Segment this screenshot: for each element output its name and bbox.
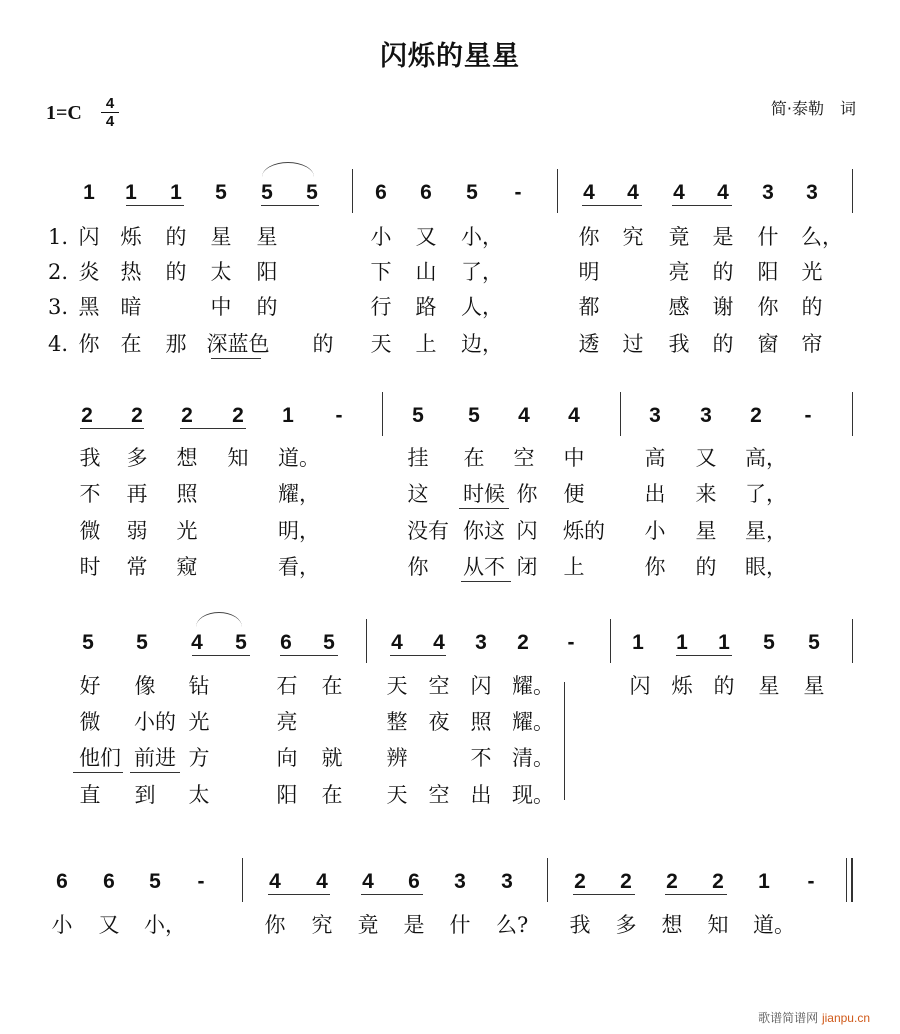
- bar-line: [852, 619, 853, 663]
- lyric: 微: [79, 710, 101, 734]
- note: 3: [454, 870, 466, 893]
- note: 2: [181, 404, 193, 427]
- lyric: 小的: [134, 710, 176, 734]
- melisma-underline: [459, 508, 509, 509]
- key-signature: 1=C: [46, 102, 82, 124]
- lyric: 天: [386, 674, 408, 698]
- bar-line: [547, 858, 548, 902]
- lyric: 感: [668, 295, 690, 319]
- lyric: 像: [134, 674, 156, 698]
- bar-line: [382, 392, 383, 436]
- lyric: 你: [78, 332, 100, 356]
- lyric: 来: [695, 482, 717, 506]
- lyric: 烁: [120, 225, 142, 249]
- lyric: 人，: [461, 295, 503, 319]
- note: 2: [712, 870, 724, 893]
- verse-number: 3.: [48, 295, 69, 319]
- note-dash: -: [514, 181, 522, 204]
- note: 4: [362, 870, 374, 893]
- song-title: 闪烁的星星: [380, 41, 520, 72]
- lyric: 帘: [801, 332, 823, 356]
- lyric: 多: [126, 446, 148, 470]
- note: 1: [170, 181, 182, 204]
- beam: [665, 894, 727, 895]
- lyric: 便: [563, 482, 585, 506]
- note: 2: [574, 870, 586, 893]
- lyric: 的: [695, 555, 717, 579]
- note: 5: [468, 404, 480, 427]
- lyric: 么?: [496, 913, 529, 937]
- lyric: 下: [370, 260, 392, 284]
- note: 4: [717, 181, 729, 204]
- note: 3: [700, 404, 712, 427]
- bar-line: [610, 619, 611, 663]
- lyric: 钻: [188, 674, 210, 698]
- lyric: 道。: [278, 446, 320, 470]
- time-signature-top: 4: [105, 95, 115, 112]
- note: 6: [280, 631, 292, 654]
- verse-brace: [556, 682, 565, 800]
- lyric: 又: [415, 225, 437, 249]
- lyric: 想: [661, 913, 683, 937]
- note: 4: [391, 631, 403, 654]
- lyric: 多: [615, 913, 637, 937]
- lyric: 高: [644, 446, 666, 470]
- note: 2: [750, 404, 762, 427]
- lyric-melisma: 前进: [134, 746, 176, 770]
- beam: [672, 205, 732, 206]
- lyric: 炎: [78, 260, 100, 284]
- note: 1: [632, 631, 644, 654]
- lyric: 光: [188, 710, 210, 734]
- lyric: 常: [126, 555, 148, 579]
- lyric: 耀。: [512, 674, 554, 698]
- note: 2: [232, 404, 244, 427]
- bar-line: [852, 392, 853, 436]
- note: 3: [649, 404, 661, 427]
- note: 3: [806, 181, 818, 204]
- lyric: 出: [470, 783, 492, 807]
- lyric: 到: [134, 783, 156, 807]
- lyric: 闪: [629, 674, 651, 698]
- note: 1: [718, 631, 730, 654]
- verse-number: 1.: [48, 225, 69, 249]
- slur: [262, 162, 314, 177]
- note: 6: [103, 870, 115, 893]
- note: 4: [673, 181, 685, 204]
- note: 4: [583, 181, 595, 204]
- note: 5: [808, 631, 820, 654]
- note: 2: [666, 870, 678, 893]
- lyric: 明: [578, 260, 600, 284]
- note: 5: [149, 870, 161, 893]
- lyric: 看，: [278, 555, 320, 579]
- lyric: 高，: [745, 446, 787, 470]
- note: 3: [762, 181, 774, 204]
- lyric: 时: [79, 555, 101, 579]
- lyric: 星: [210, 225, 232, 249]
- lyric: 闭: [516, 555, 538, 579]
- beam: [390, 655, 446, 656]
- note: 5: [763, 631, 775, 654]
- lyric: 窗: [757, 332, 779, 356]
- watermark-cn: 歌谱简谱网: [758, 1011, 819, 1025]
- lyric: 微: [79, 519, 101, 543]
- note: 5: [323, 631, 335, 654]
- note: 5: [82, 631, 94, 654]
- lyric: 我: [668, 332, 690, 356]
- lyric: 知: [227, 446, 249, 470]
- melisma-underline: [461, 581, 511, 582]
- lyricist-credit: 简·泰勒 词: [770, 99, 856, 118]
- lyric: 暗: [120, 295, 142, 319]
- lyric: 在: [463, 446, 485, 470]
- lyric-melisma: 时候: [463, 482, 505, 506]
- note: 4: [433, 631, 445, 654]
- watermark: [758, 1009, 870, 1026]
- lyric: 在: [321, 674, 343, 698]
- note: 4: [191, 631, 203, 654]
- lyric: 空: [428, 783, 450, 807]
- lyric: 星: [256, 225, 278, 249]
- lyric: 亮: [668, 260, 690, 284]
- beam: [676, 655, 732, 656]
- lyric: 窥: [176, 555, 198, 579]
- lyric: 的: [165, 225, 187, 249]
- lyric: 你: [264, 913, 286, 937]
- note: 2: [131, 404, 143, 427]
- lyric: 小，: [144, 913, 186, 937]
- lyric: 照: [176, 482, 198, 506]
- lyric: 你: [516, 482, 538, 506]
- lyric: 边，: [461, 332, 503, 356]
- lyric: 在: [120, 332, 142, 356]
- note: 6: [375, 181, 387, 204]
- note: 5: [261, 181, 273, 204]
- note-dash: -: [567, 631, 575, 654]
- lyric: 中: [210, 295, 232, 319]
- note: 5: [466, 181, 478, 204]
- verse-number: 4.: [48, 332, 69, 356]
- note: 4: [627, 181, 639, 204]
- beam: [180, 428, 246, 429]
- lyric: 你这: [463, 519, 505, 543]
- note: 1: [676, 631, 688, 654]
- lyric: 那: [165, 332, 187, 356]
- bar-line: [242, 858, 243, 902]
- lyric-melisma: 深蓝色: [206, 332, 270, 356]
- beam: [582, 205, 642, 206]
- note: 5: [136, 631, 148, 654]
- lyric: 挂: [407, 446, 429, 470]
- melisma-underline: [130, 772, 180, 773]
- lyric: 不: [470, 746, 492, 770]
- beam: [192, 655, 250, 656]
- lyric: 明，: [278, 519, 320, 543]
- note: 3: [501, 870, 513, 893]
- note: 3: [475, 631, 487, 654]
- lyric: 现。: [512, 783, 554, 807]
- lyric: 的: [713, 674, 735, 698]
- beam: [361, 894, 423, 895]
- bar-line: [366, 619, 367, 663]
- note: 2: [517, 631, 529, 654]
- note: 1: [282, 404, 294, 427]
- time-signature: [100, 96, 120, 129]
- lyric: 你: [578, 225, 600, 249]
- slur: [196, 612, 242, 627]
- lyric: 好: [79, 674, 101, 698]
- final-bar-line: [851, 858, 853, 902]
- lyric: 上: [563, 555, 585, 579]
- lyric: 在: [321, 783, 343, 807]
- lyric: 阳: [757, 260, 779, 284]
- lyric: 再: [126, 482, 148, 506]
- lyric: 光: [801, 260, 823, 284]
- lyric: 没有: [407, 519, 449, 543]
- beam: [268, 894, 330, 895]
- note-dash: -: [807, 870, 815, 893]
- lyric: 是: [403, 913, 425, 937]
- lyric: 光: [176, 519, 198, 543]
- lyric: 不: [79, 482, 101, 506]
- lyric: 么，: [801, 225, 843, 249]
- lyric: 向: [276, 746, 298, 770]
- note: 6: [56, 870, 68, 893]
- lyric: 路: [415, 295, 437, 319]
- lyric: 阳: [256, 260, 278, 284]
- lyric: 你: [757, 295, 779, 319]
- lyric: 空: [513, 446, 535, 470]
- lyric: 的: [712, 332, 734, 356]
- lyric: 烁的: [563, 519, 605, 543]
- beam: [280, 655, 338, 656]
- lyric: 天: [386, 783, 408, 807]
- lyric: 小: [51, 913, 73, 937]
- lyric: 就: [321, 746, 343, 770]
- lyric: 我: [569, 913, 591, 937]
- note: 6: [408, 870, 420, 893]
- lyric: 星: [803, 674, 825, 698]
- lyric: 照: [470, 710, 492, 734]
- note: 1: [83, 181, 95, 204]
- lyric: 夜: [428, 710, 450, 734]
- note: 2: [81, 404, 93, 427]
- note: 2: [620, 870, 632, 893]
- lyric: 整: [386, 710, 408, 734]
- note-dash: -: [335, 404, 343, 427]
- lyric: 竟: [357, 913, 379, 937]
- lyric: 知: [707, 913, 729, 937]
- note: 4: [269, 870, 281, 893]
- lyric: 我: [79, 446, 101, 470]
- lyric: 的: [256, 295, 278, 319]
- lyric-melisma: 从不: [463, 555, 505, 579]
- lyric: 道。: [753, 913, 795, 937]
- lyric: 上: [415, 332, 437, 356]
- final-bar-line: [846, 858, 847, 902]
- lyric: 谢: [712, 295, 734, 319]
- lyric: 了，: [745, 482, 787, 506]
- lyric: 星: [695, 519, 717, 543]
- lyric: 的: [165, 260, 187, 284]
- lyric: 石: [276, 674, 298, 698]
- lyric: 闪: [516, 519, 538, 543]
- lyric: 太: [188, 783, 210, 807]
- lyric: 又: [98, 913, 120, 937]
- lyric: 这: [407, 482, 429, 506]
- lyric: 出: [644, 482, 666, 506]
- time-signature-bottom: 4: [105, 113, 115, 130]
- note-dash: -: [197, 870, 205, 893]
- bar-line: [852, 169, 853, 213]
- lyric: 阳: [276, 783, 298, 807]
- lyric: 竟: [668, 225, 690, 249]
- verse-number: 2.: [48, 260, 69, 284]
- lyric: 耀。: [512, 710, 554, 734]
- lyric: 的: [712, 260, 734, 284]
- lyric: 热: [120, 260, 142, 284]
- bar-line: [352, 169, 353, 213]
- lyric: 清。: [512, 746, 554, 770]
- beam: [261, 205, 319, 206]
- lyric: 亮: [276, 710, 298, 734]
- lyric: 什: [757, 225, 779, 249]
- note: 5: [306, 181, 318, 204]
- lyric: 黑: [78, 295, 100, 319]
- lyric: 直: [79, 783, 101, 807]
- lyric: 小: [644, 519, 666, 543]
- lyric: 想: [176, 446, 198, 470]
- lyric: 小: [370, 225, 392, 249]
- lyric: 透: [578, 332, 600, 356]
- lyric: 眼，: [745, 555, 787, 579]
- lyric: 小，: [461, 225, 503, 249]
- lyric: 是: [712, 225, 734, 249]
- lyric: 耀，: [278, 482, 320, 506]
- melisma-underline: [211, 358, 261, 359]
- lyric: 山: [415, 260, 437, 284]
- bar-line: [620, 392, 621, 436]
- lyric: 闪: [78, 225, 100, 249]
- beam: [573, 894, 635, 895]
- lyric: 太: [210, 260, 232, 284]
- lyric: 中: [563, 446, 585, 470]
- lyric: 究: [311, 913, 333, 937]
- lyric: 什: [449, 913, 471, 937]
- lyric: 你: [644, 555, 666, 579]
- lyric: 又: [695, 446, 717, 470]
- beam: [80, 428, 144, 429]
- note: 1: [758, 870, 770, 893]
- bar-line: [557, 169, 558, 213]
- lyric: 星，: [745, 519, 787, 543]
- lyric: 的: [312, 332, 334, 356]
- note: 4: [518, 404, 530, 427]
- lyric: 都: [578, 295, 600, 319]
- note: 4: [568, 404, 580, 427]
- lyric: 烁: [671, 674, 693, 698]
- note: 5: [412, 404, 424, 427]
- lyric: 究: [622, 225, 644, 249]
- lyric: 过: [622, 332, 644, 356]
- lyric: 闪: [470, 674, 492, 698]
- lyric-melisma: 他们: [79, 746, 121, 770]
- lyric: 的: [801, 295, 823, 319]
- watermark-en: jianpu.cn: [821, 1011, 870, 1025]
- note: 6: [420, 181, 432, 204]
- note: 1: [125, 181, 137, 204]
- melisma-underline: [73, 772, 123, 773]
- lyric: 天: [370, 332, 392, 356]
- lyric: 方: [188, 746, 210, 770]
- lyric: 你: [407, 555, 429, 579]
- lyric: 星: [758, 674, 780, 698]
- beam: [126, 205, 184, 206]
- lyric: 弱: [126, 519, 148, 543]
- note: 4: [316, 870, 328, 893]
- lyric: 行: [370, 295, 392, 319]
- lyric: 空: [428, 674, 450, 698]
- note-dash: -: [804, 404, 812, 427]
- lyric: 了，: [461, 260, 503, 284]
- note: 5: [215, 181, 227, 204]
- lyric: 辨: [386, 746, 408, 770]
- note: 5: [235, 631, 247, 654]
